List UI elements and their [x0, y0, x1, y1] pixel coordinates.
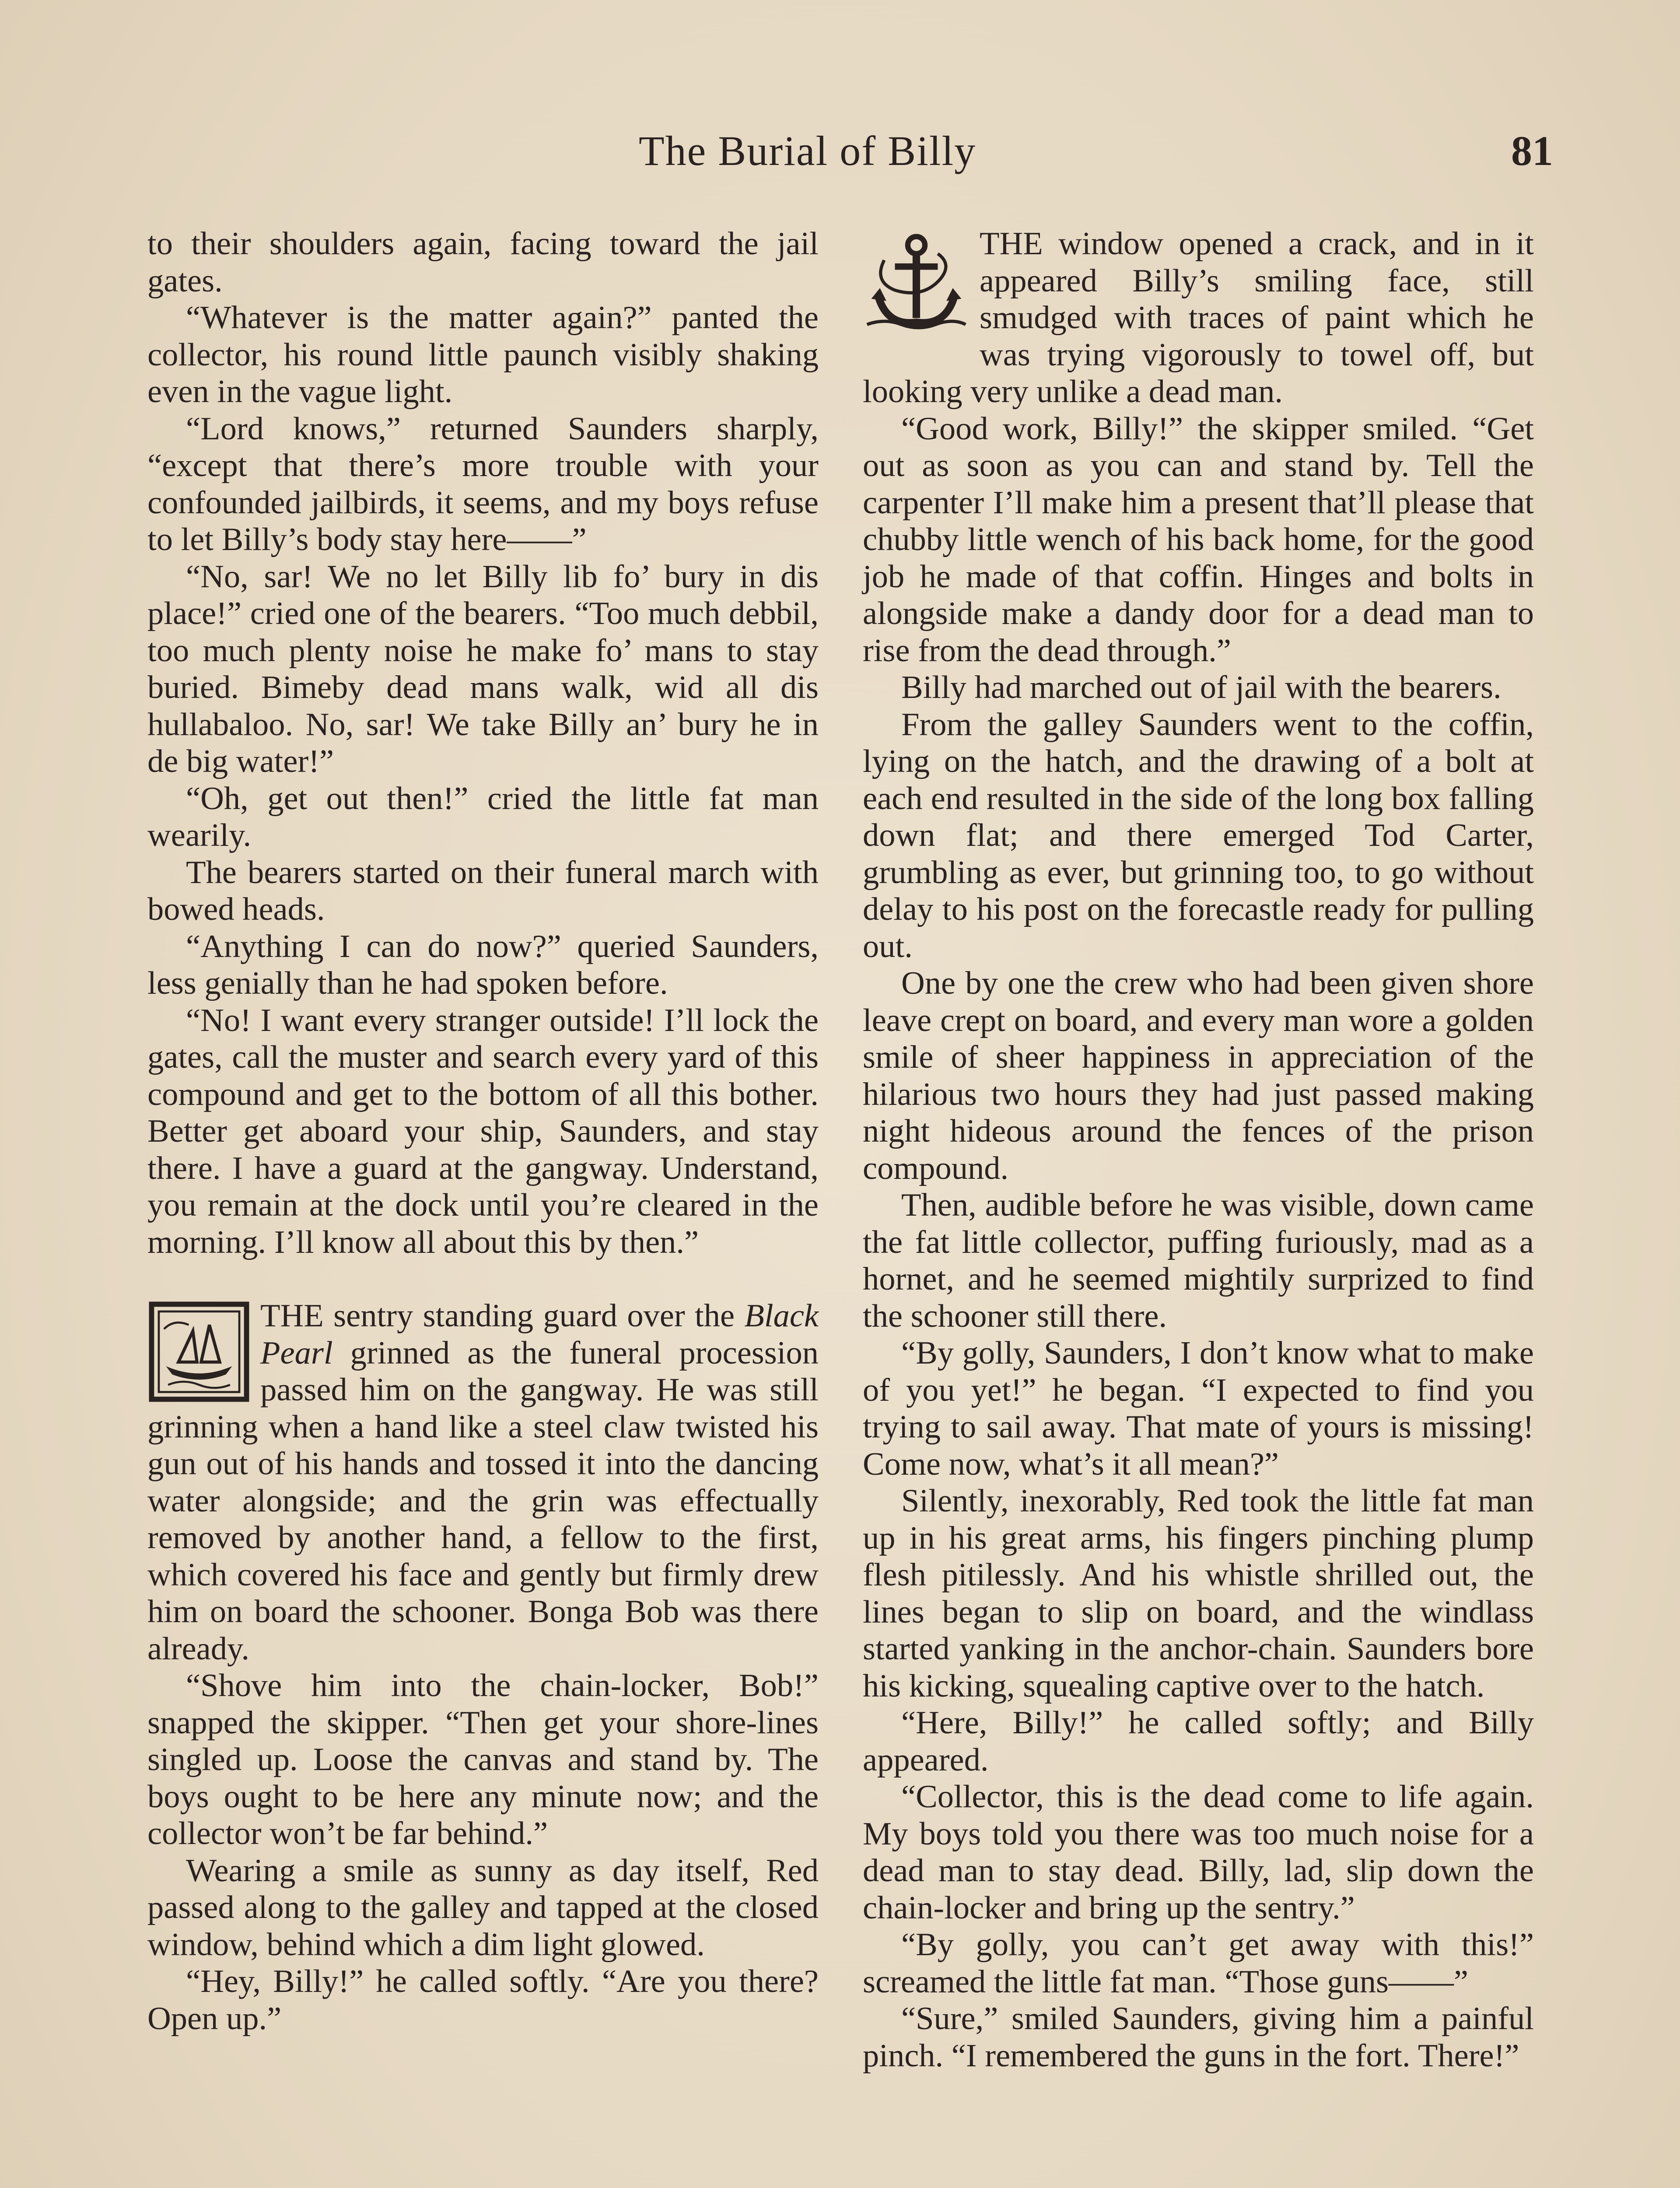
- paragraph: From the galley Saunders went to the coffin, lying on the hatch, and the drawing of a bolt at each end resulted in the side of the long box falling down flat; and there emerged Tod Carter, grumbling as ever, but grinning too, to go without delay to his post on the forecastle ready for pulling out.: [863, 706, 1534, 964]
- paragraph: One by one the crew who had been given shore leave crept on board, and every man wore a golden smile of sheer happiness in appreciation of the hilarious two hours they had just passed making night hideous around the fences of the prison compound.: [863, 965, 1534, 1186]
- paragraph: Silently, inexorably, Red took the little fat man up in his great arms, his fingers pinching plump flesh pitilessly. And his whistle shrilled out, the lines began to slip on board, and the windlass started yanking in the anchor-chain. Saunders bore his kicking, squealing captive over to the hatch.: [863, 1483, 1534, 1704]
- ship-name: Black Pearl: [260, 1298, 819, 1371]
- paragraph-text: grinned as the funeral procession passed him on the gangway. He was still grinning when a hand like a steel claw twisted his gun out of his hands and tossed it into the dancing water alongside; and the grin was effectually removed by another hand, a fellow to the first, which covered his face and gently but firmly drew him on board the schooner. Bonga Bob was there already.: [147, 1335, 819, 1667]
- paragraph: to their shoulders again, facing toward the jail gates.: [147, 226, 819, 299]
- paragraph: “Collector, this is the dead come to life again. My boys told you there was too much noise for a dead man to stay dead. Billy, lad, slip down the chain-locker and bring up the sentry.”: [863, 1779, 1534, 1926]
- paragraph: “Oh, get out then!” cried the little fat man wearily.: [147, 780, 819, 853]
- paragraph: “By golly, you can’t get away with this!” screamed the little fat man. “Those guns——”: [863, 1927, 1534, 2000]
- paragraph: Billy had marched out of jail with the bearers.: [901, 670, 1502, 705]
- right-column: [863, 225, 1534, 2074]
- anchor-icon: [863, 228, 970, 335]
- paragraph: “Whatever is the matter again?” panted the collector, his round little paunch visibly shaking even in the vague light.: [147, 300, 819, 410]
- paragraph: “By golly, Saunders, I don’t know what to make of you yet!” he began. “I expected to find you trying to sail away. That mate of yours is missing! Come now, what’s it all mean?”: [863, 1335, 1534, 1482]
- paragraph: “No, sar! We no let Billy lib fo’ bury in dis place!” cried one of the bearers. “Too much debbil, too much plenty noise he make fo’ mans to stay buried. Bimeby dead mans walk, wid all dis hullabaloo. No, sar! We take Billy an’ bury he in de big water!”: [147, 558, 819, 779]
- ship-vignette-icon: [147, 1300, 251, 1403]
- page-number: 81: [1511, 127, 1553, 174]
- paragraph: “Lord knows,” returned Saunders sharply, “except that there’s more trouble with your confounded jailbirds, it seems, and my boys refuse to let Billy’s body stay here——”: [147, 410, 819, 558]
- running-head: The Burial of Billy: [639, 127, 976, 174]
- paragraph-text: THE sentry standing guard over the: [260, 1298, 745, 1334]
- paragraph: “Anything I can do now?” queried Saunders, less genially than he had spoken before.: [147, 928, 819, 1001]
- paragraph-text: THE window opened a crack, and in it appeared Billy’s smiling face, still smudged with traces of paint which he was trying vigorously to towel off, but looking very unlike a dead man.: [863, 226, 1534, 410]
- paragraph: Wearing a smile as sunny as day itself, Red passed along to the galley and tapped at the closed window, behind which a dim light glowed.: [147, 1852, 819, 1963]
- section-paragraph: [863, 225, 1534, 410]
- paragraph: “Sure,” smiled Saunders, giving him a painful pinch. “I remembered the guns in the fort. There!”: [863, 2001, 1534, 2074]
- section-paragraph: [147, 1297, 819, 1667]
- paragraph: The bearers started on their funeral march with bowed heads.: [147, 854, 819, 927]
- left-column: [147, 225, 819, 2037]
- paragraph: “No! I want every stranger outside! I’ll lock the gates, call the muster and search every yard of this compound and get to the bottom of all this bother. Better get aboard your ship, Saunders, and stay there. I have a guard at the gangway. Understand, you remain at the dock until you’re cleared in the morning. I’ll know all about this by then.”: [147, 1002, 819, 1260]
- paragraph: “Here, Billy!” he called softly; and Billy appeared.: [863, 1705, 1534, 1778]
- paragraph: “Good work, Billy!” the skipper smiled. “Get out as soon as you can and stand by. Tell the carpenter I’ll make him a present that’ll please that chubby little wench of his back home, for the good job he made of that coffin. Hinges and bolts in alongside make a dandy door for a dead man to rise from the dead through.”: [863, 410, 1534, 669]
- paragraph: Then, audible before he was visible, down came the fat little collector, puffing furiously, mad as a hornet, and he seemed mightily surprized to find the schooner still there.: [863, 1187, 1534, 1334]
- paragraph: “Hey, Billy!” he called softly. “Are you there? Open up.”: [147, 1964, 819, 2037]
- paragraph: “Shove him into the chain-locker, Bob!” snapped the skipper. “Then get your shore-lines singled up. Loose the canvas and stand by. The boys ought to be here any minute now; and the collector won’t be far behind.”: [147, 1668, 819, 1851]
